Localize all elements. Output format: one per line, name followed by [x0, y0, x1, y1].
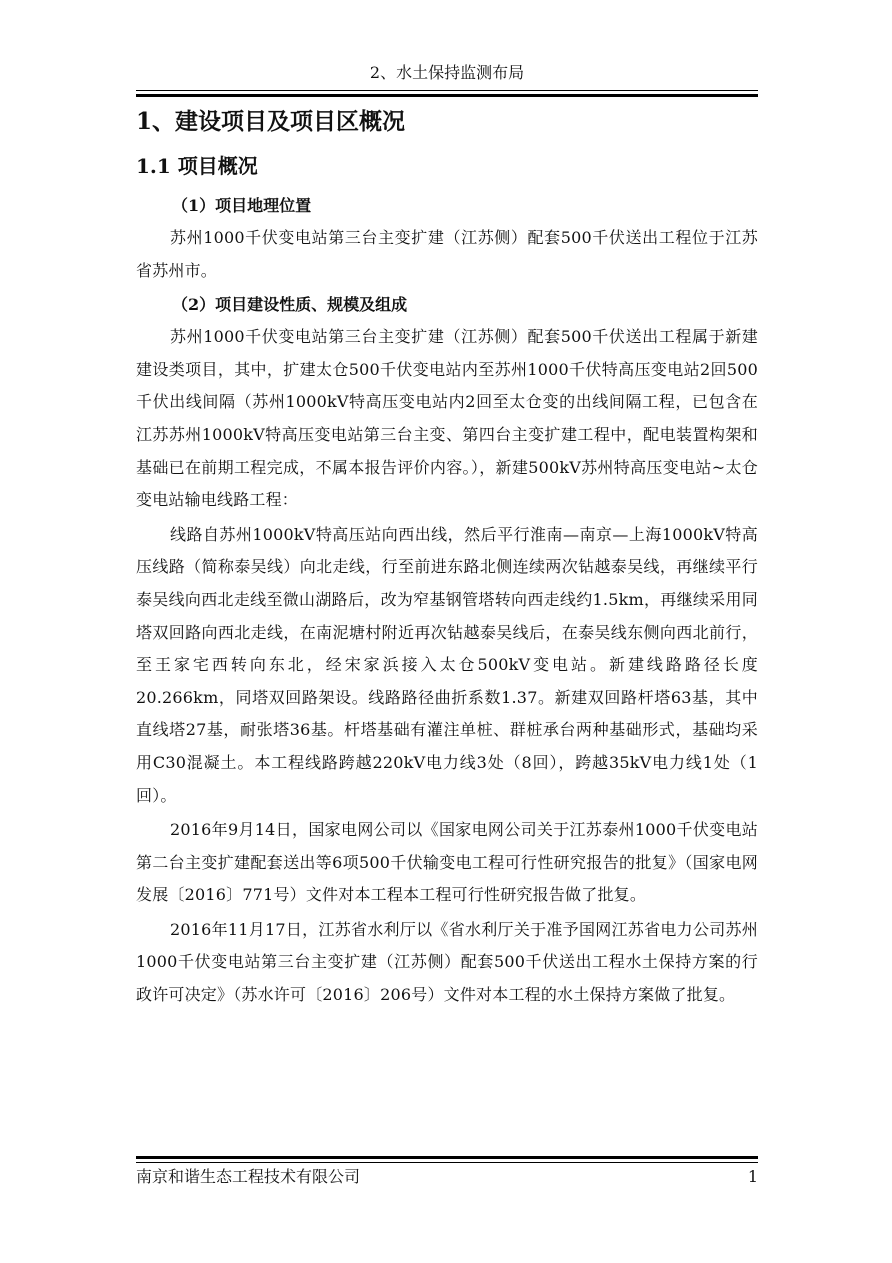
running-header: 2、水土保持监测布局 — [369, 63, 525, 82]
paragraph-line-route: 线路自苏州1000kV特高压站向西出线，然后平行淮南—南京—上海1000kV特高压线路（简称泰吴线）向北走线，行至前进东路北侧连续两次钻越泰吴线，再继续平行泰吴线向西北走线至微山湖路后，改为窄基钢管塔转向西走线约1.5km，再继续采用同塔双回路向西北走线，在南泥塘村附近再次钻越泰吴线后，在泰吴线东侧向西北前行，至王家宅西转向东北，经宋家浜接入太仓500kV变电站。新建线路路径长度20.266km，同塔双回路架设。线路路径曲折系数1.37。新建双回路杆塔63基，其中直线塔27基，耐张塔36基。杆塔基础有灌注单桩、群桩承台两种基础形式，基础均采用C30混凝土。本工程线路跨越220kV电力线3处（8回），跨越35kV电力线1处（1回）。 — [136, 524, 758, 805]
subsection-title-nature-scale: （2）项目建设性质、规模及组成 — [172, 295, 408, 315]
footer-rule-thick — [136, 1156, 758, 1159]
section-title: 1.1 项目概况 — [136, 154, 258, 178]
page-number: 1 — [747, 1167, 758, 1186]
chapter-title: 1、建设项目及项目区概况 — [136, 108, 406, 135]
paragraph-project-composition: 苏州1000千伏变电站第三台主变扩建（江苏侧）配套500千伏送出工程属于新建建设类项目，其中，扩建太仓500千伏变电站内至苏州1000千伏特高压变电站2回500千伏出线间隔（苏州1000kV特高压变电站内2回至太仓变的出线间隔工程，已包含在江苏苏州1000kV特高压变电站第三台主变、第四台主变扩建工程中，配电装置构架和基础已在前期工程完成，不属本报告评价内容。），新建500kV苏州特高压变电站~太仓变电站输电线路工程： — [136, 327, 758, 510]
footer-rule-thin — [136, 1162, 758, 1163]
subsection-title-location: （1）项目地理位置 — [172, 196, 312, 215]
paragraph-soil-conservation-approval: 2016年11月17日，江苏省水利厅以《省水利厅关于准予国网江苏省电力公司苏州1000千伏变电站第三台主变扩建（江苏侧）配套500千伏送出工程水土保持方案的行政许可决定》（苏水许可〔2016〕206号）文件对本工程的水土保持方案做了批复。 — [136, 919, 758, 1005]
footer-company: 南京和谐生态工程技术有限公司 — [136, 1167, 361, 1186]
header-rule-thick — [136, 94, 758, 97]
paragraph-feasibility-approval: 2016年9月14日，国家电网公司以《国家电网公司关于江苏泰州1000千伏变电站第二台主变扩建配套送出等6项500千伏输变电工程可行性研究报告的批复》（国家电网发展〔2016〕771号）文件对本工程本工程可行性研究报告做了批复。 — [136, 820, 758, 905]
page-body — [136, 104, 758, 1012]
paragraph-location: 苏州1000千伏变电站第三台主变扩建（江苏侧）配套500千伏送出工程位于江苏省苏州市。 — [136, 228, 758, 280]
header-rule-thin — [136, 90, 758, 91]
